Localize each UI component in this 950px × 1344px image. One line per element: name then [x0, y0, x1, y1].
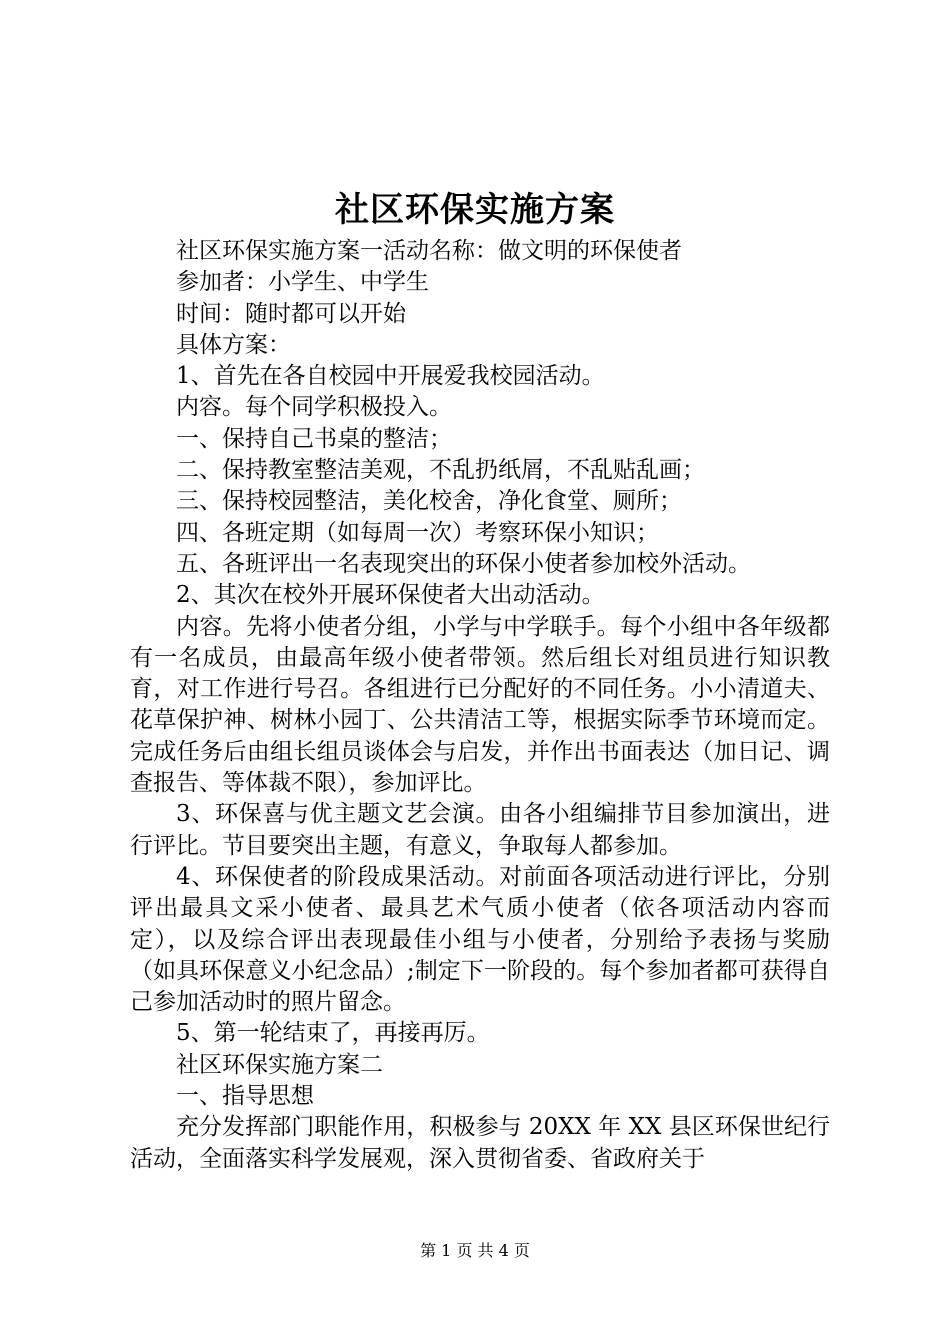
step-3-paragraph: 3、环保喜与优主题文艺会演。由各小组编排节目参加演出，进行评比。节目要突出主题，有意义，争取每人都参加。: [130, 801, 830, 859]
page-footer: 第 1 页 共 4 页: [420, 1241, 530, 1260]
section-2-heading: 一、指导思想: [176, 1083, 314, 1110]
participants-line: 参加者：小学生、中学生: [176, 269, 429, 296]
time-line: 时间：随时都可以开始: [176, 300, 406, 327]
document-body: [130, 236, 830, 1175]
item-4-line: 四、各班定期（如每周一次）考察环保小知识；: [176, 519, 659, 546]
step-4-paragraph: 4、环保使者的阶段成果活动。对前面各项活动进行评比，分别评出最具文采小使者、最具艺术气质小使者（依各项活动内容而定），以及综合评出表现最佳小组与小使者，分别给予表扬与奖励（如具环保意义小纪念品）;制定下一阶段的。每个参加者都可获得自己参加活动时的照片留念。: [130, 863, 830, 1016]
content-line: 内容。每个同学积极投入。: [176, 394, 452, 421]
content-paragraph: 内容。先将小使者分组，小学与中学联手。每个小组中各年级都有一名成员，由最高年级小使者带领。然后组长对组员进行知识教育，对工作进行号召。各组进行已分配好的不同任务。小小清道夫、花草保护神、树林小园丁、公共清洁工等，根据实际季节环境而定。完成任务后由组长组员谈体会与启发，并作出书面表达（加日记、调查报告、等体裁不限），参加评比。: [130, 613, 830, 797]
step-2-line: 2、其次在校外开展环保使者大出动活动。: [176, 582, 605, 609]
item-5-line: 五、各班评出一名表现突出的环保小使者参加校外活动。: [176, 550, 751, 577]
section-2-title: 社区环保实施方案二: [176, 1051, 383, 1078]
step-1-line: 1、首先在各自校园中开展爱我校园活动。: [176, 363, 605, 390]
plan-heading: 具体方案：: [176, 331, 291, 358]
item-2-line: 二、保持教室整洁美观，不乱扔纸屑，不乱贴乱画；: [176, 457, 705, 484]
item-3-line: 三、保持校园整洁，美化校舍，净化食堂、厕所；: [176, 488, 682, 515]
activity-name-line: 社区环保实施方案一活动名称：做文明的环保使者: [176, 238, 682, 264]
step-5-line: 5、第一轮结束了，再接再厉。: [176, 1020, 490, 1047]
guiding-thought-paragraph: 充分发挥部门职能作用，积极参与 20XX 年 XX 县区环保世纪行活动，全面落实科学发展观，深入贯彻省委、省政府关于: [130, 1114, 830, 1172]
page-title: 社区环保实施方案: [335, 190, 615, 230]
item-1-line: 一、保持自己书桌的整洁；: [176, 425, 452, 452]
